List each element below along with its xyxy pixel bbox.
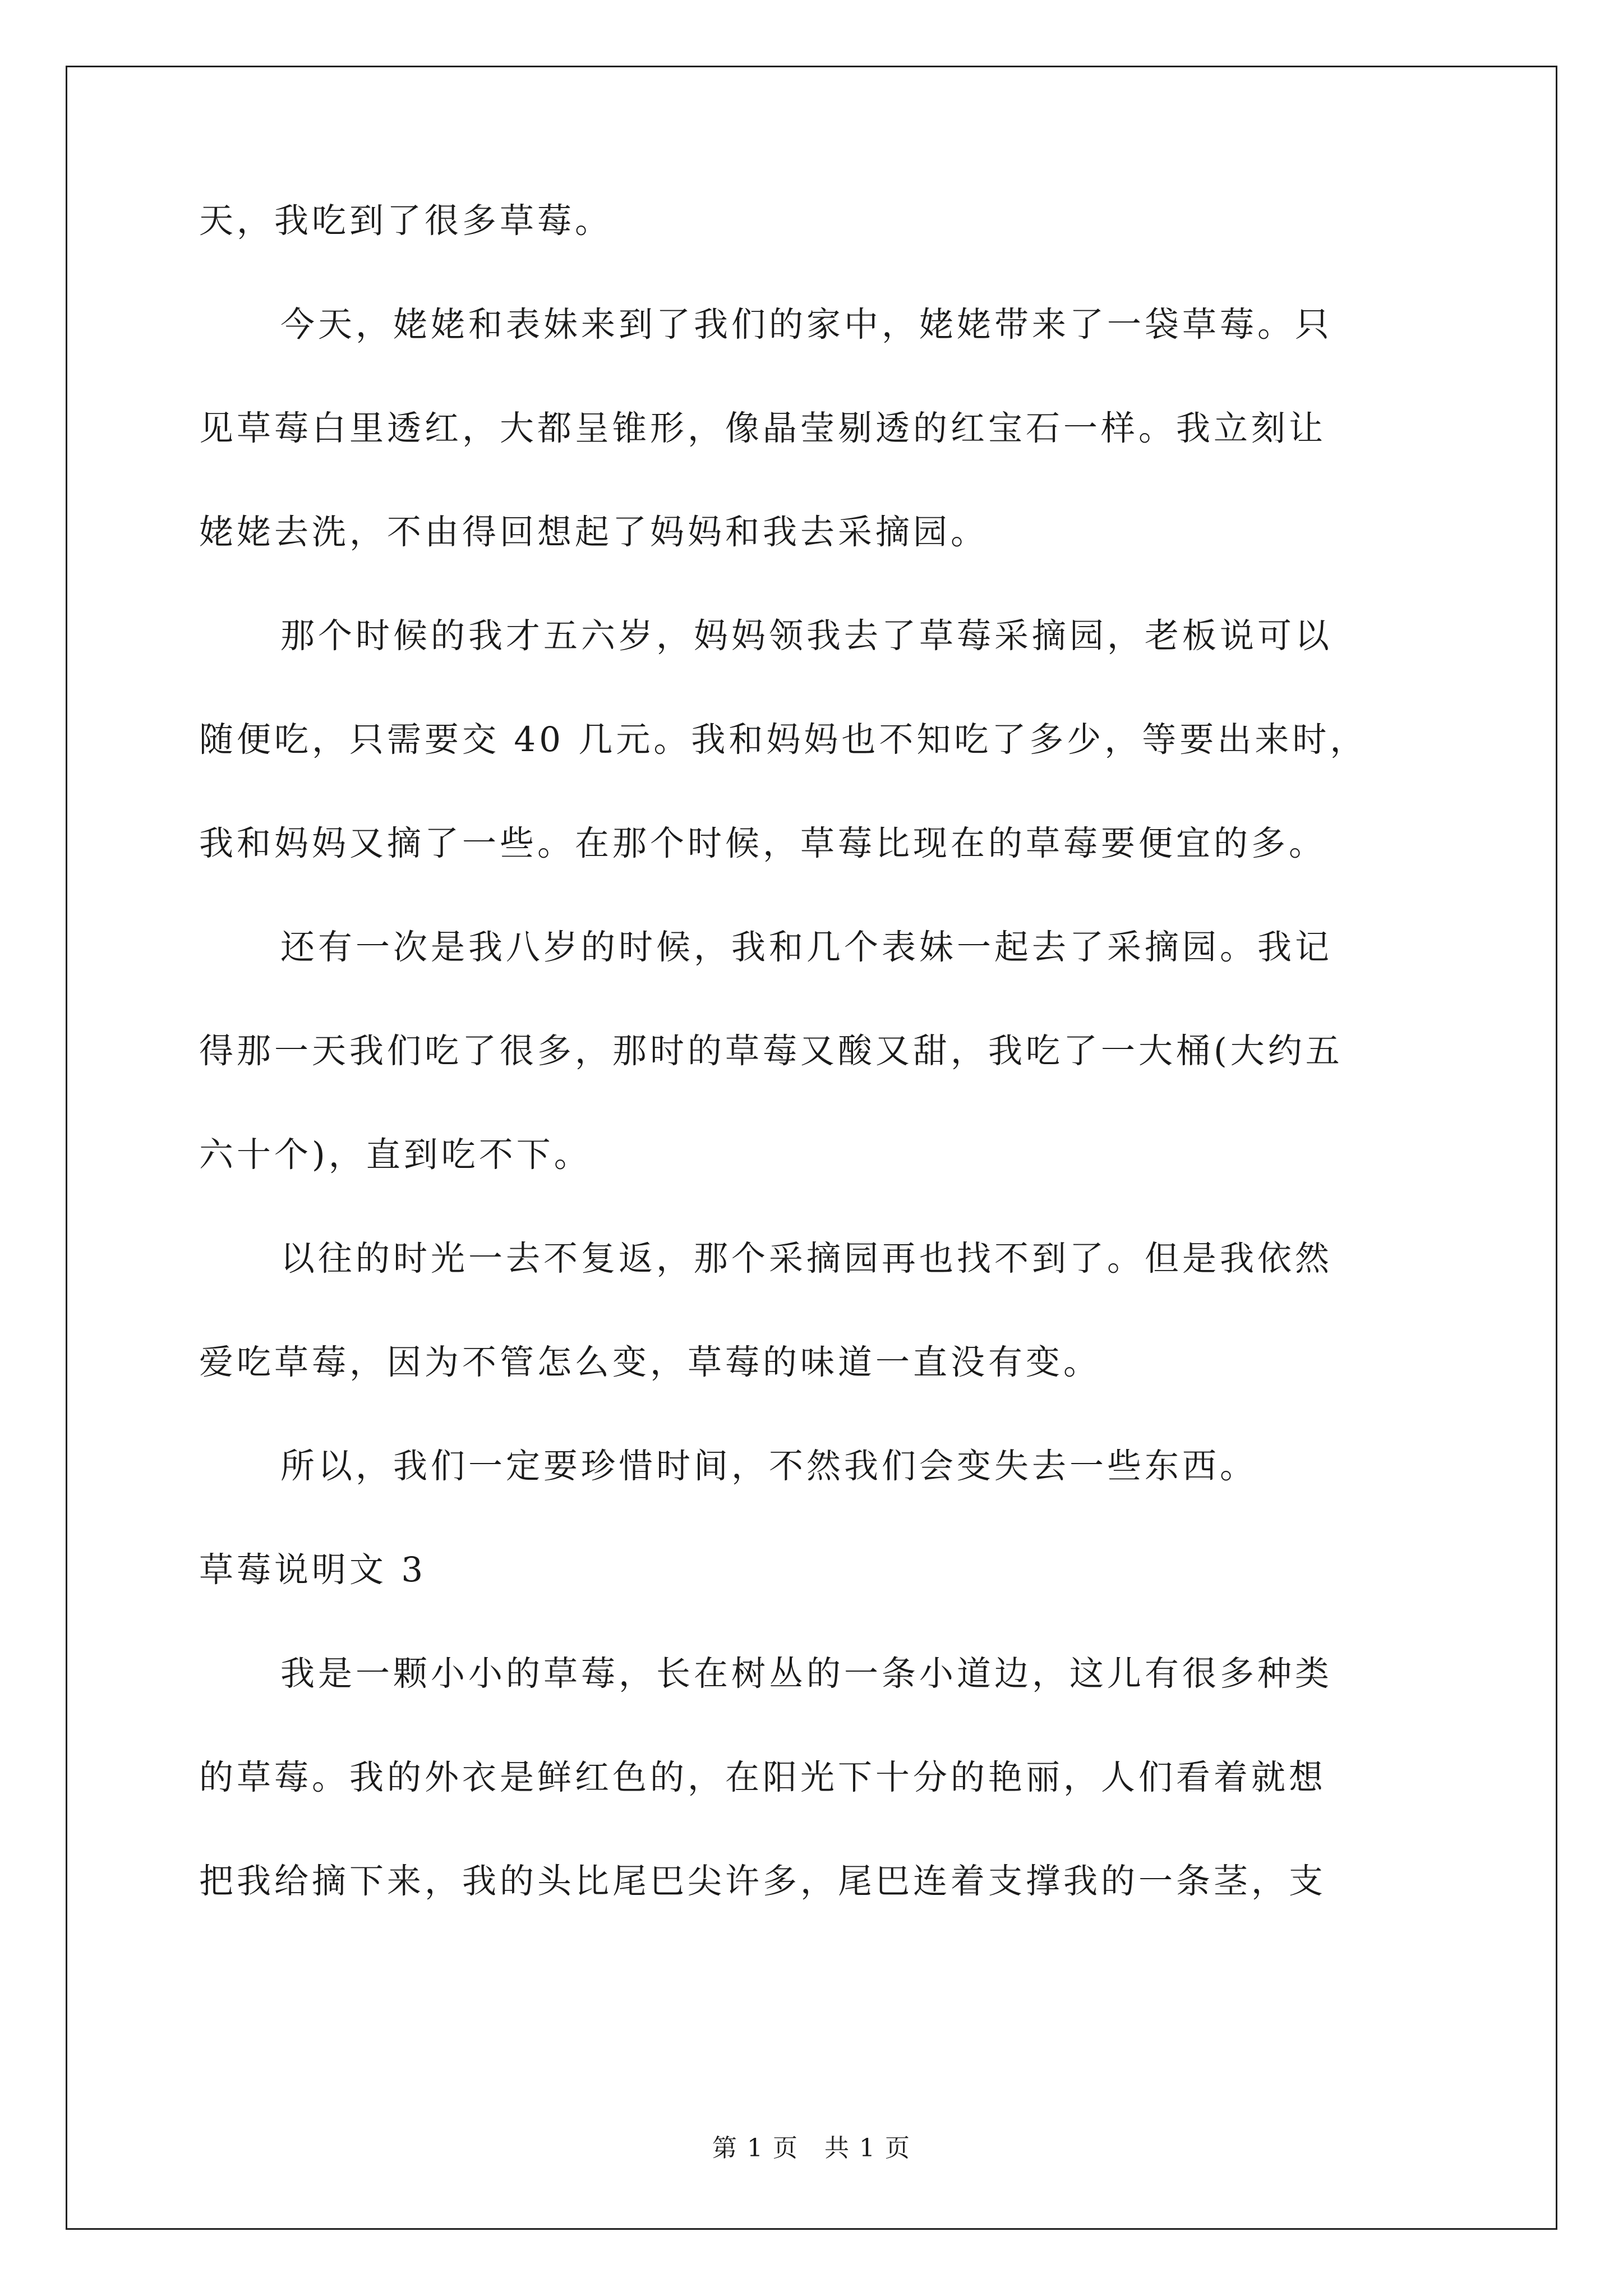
text-line: 把我给摘下来，我的头比尾巴尖许多，尾巴连着支撑我的一条茎，支: [199, 1861, 1327, 1901]
text-line: 得那一天我们吃了很多，那时的草莓又酸又甜，我吃了一大桶(大约五: [199, 1031, 1343, 1071]
text-line: 我和妈妈又摘了一些。在那个时候，草莓比现在的草莓要便宜的多。: [199, 823, 1327, 863]
paragraph-start-line: 今天，姥姥和表妹来到了我们的家中，姥姥带来了一袋草莓。只: [280, 305, 1333, 344]
paragraph-start-line: 还有一次是我八岁的时候，我和几个表妹一起去了采摘园。我记: [280, 927, 1333, 967]
text-line: 的草莓。我的外衣是鲜红色的，在阳光下十分的艳丽，人们看着就想: [199, 1757, 1327, 1797]
paragraph-start-line: 所以，我们一定要珍惜时间，不然我们会变失去一些东西。: [280, 1446, 1258, 1486]
page-footer: 第 1 页 共 1 页: [712, 2134, 911, 2162]
paragraph-start-line: 那个时候的我才五六岁，妈妈领我去了草莓采摘园，老板说可以: [280, 616, 1333, 656]
text-line: 六十个)，直到吃不下。: [199, 1135, 592, 1175]
paragraph-start-line: 以往的时光一去不复返，那个采摘园再也找不到了。但是我依然: [280, 1239, 1333, 1278]
paragraph-start-line: 我是一颗小小的草莓，长在树丛的一条小道边，这儿有很多种类: [280, 1654, 1333, 1694]
text-line: 随便吃，只需要交 40 几元。我和妈妈也不知吃了多少，等要出来时，: [199, 720, 1368, 760]
text-line: 爱吃草莓，因为不管怎么变，草莓的味道一直没有变。: [199, 1342, 1101, 1382]
text-line: 姥姥去洗，不由得回想起了妈妈和我去采摘园。: [199, 512, 989, 552]
text-line: 见草莓白里透红，大都呈锥形，像晶莹剔透的红宝石一样。我立刻让: [199, 408, 1327, 448]
text-line: 天，我吃到了很多草莓。: [199, 201, 613, 241]
section-heading: 草莓说明文 3: [199, 1550, 427, 1590]
